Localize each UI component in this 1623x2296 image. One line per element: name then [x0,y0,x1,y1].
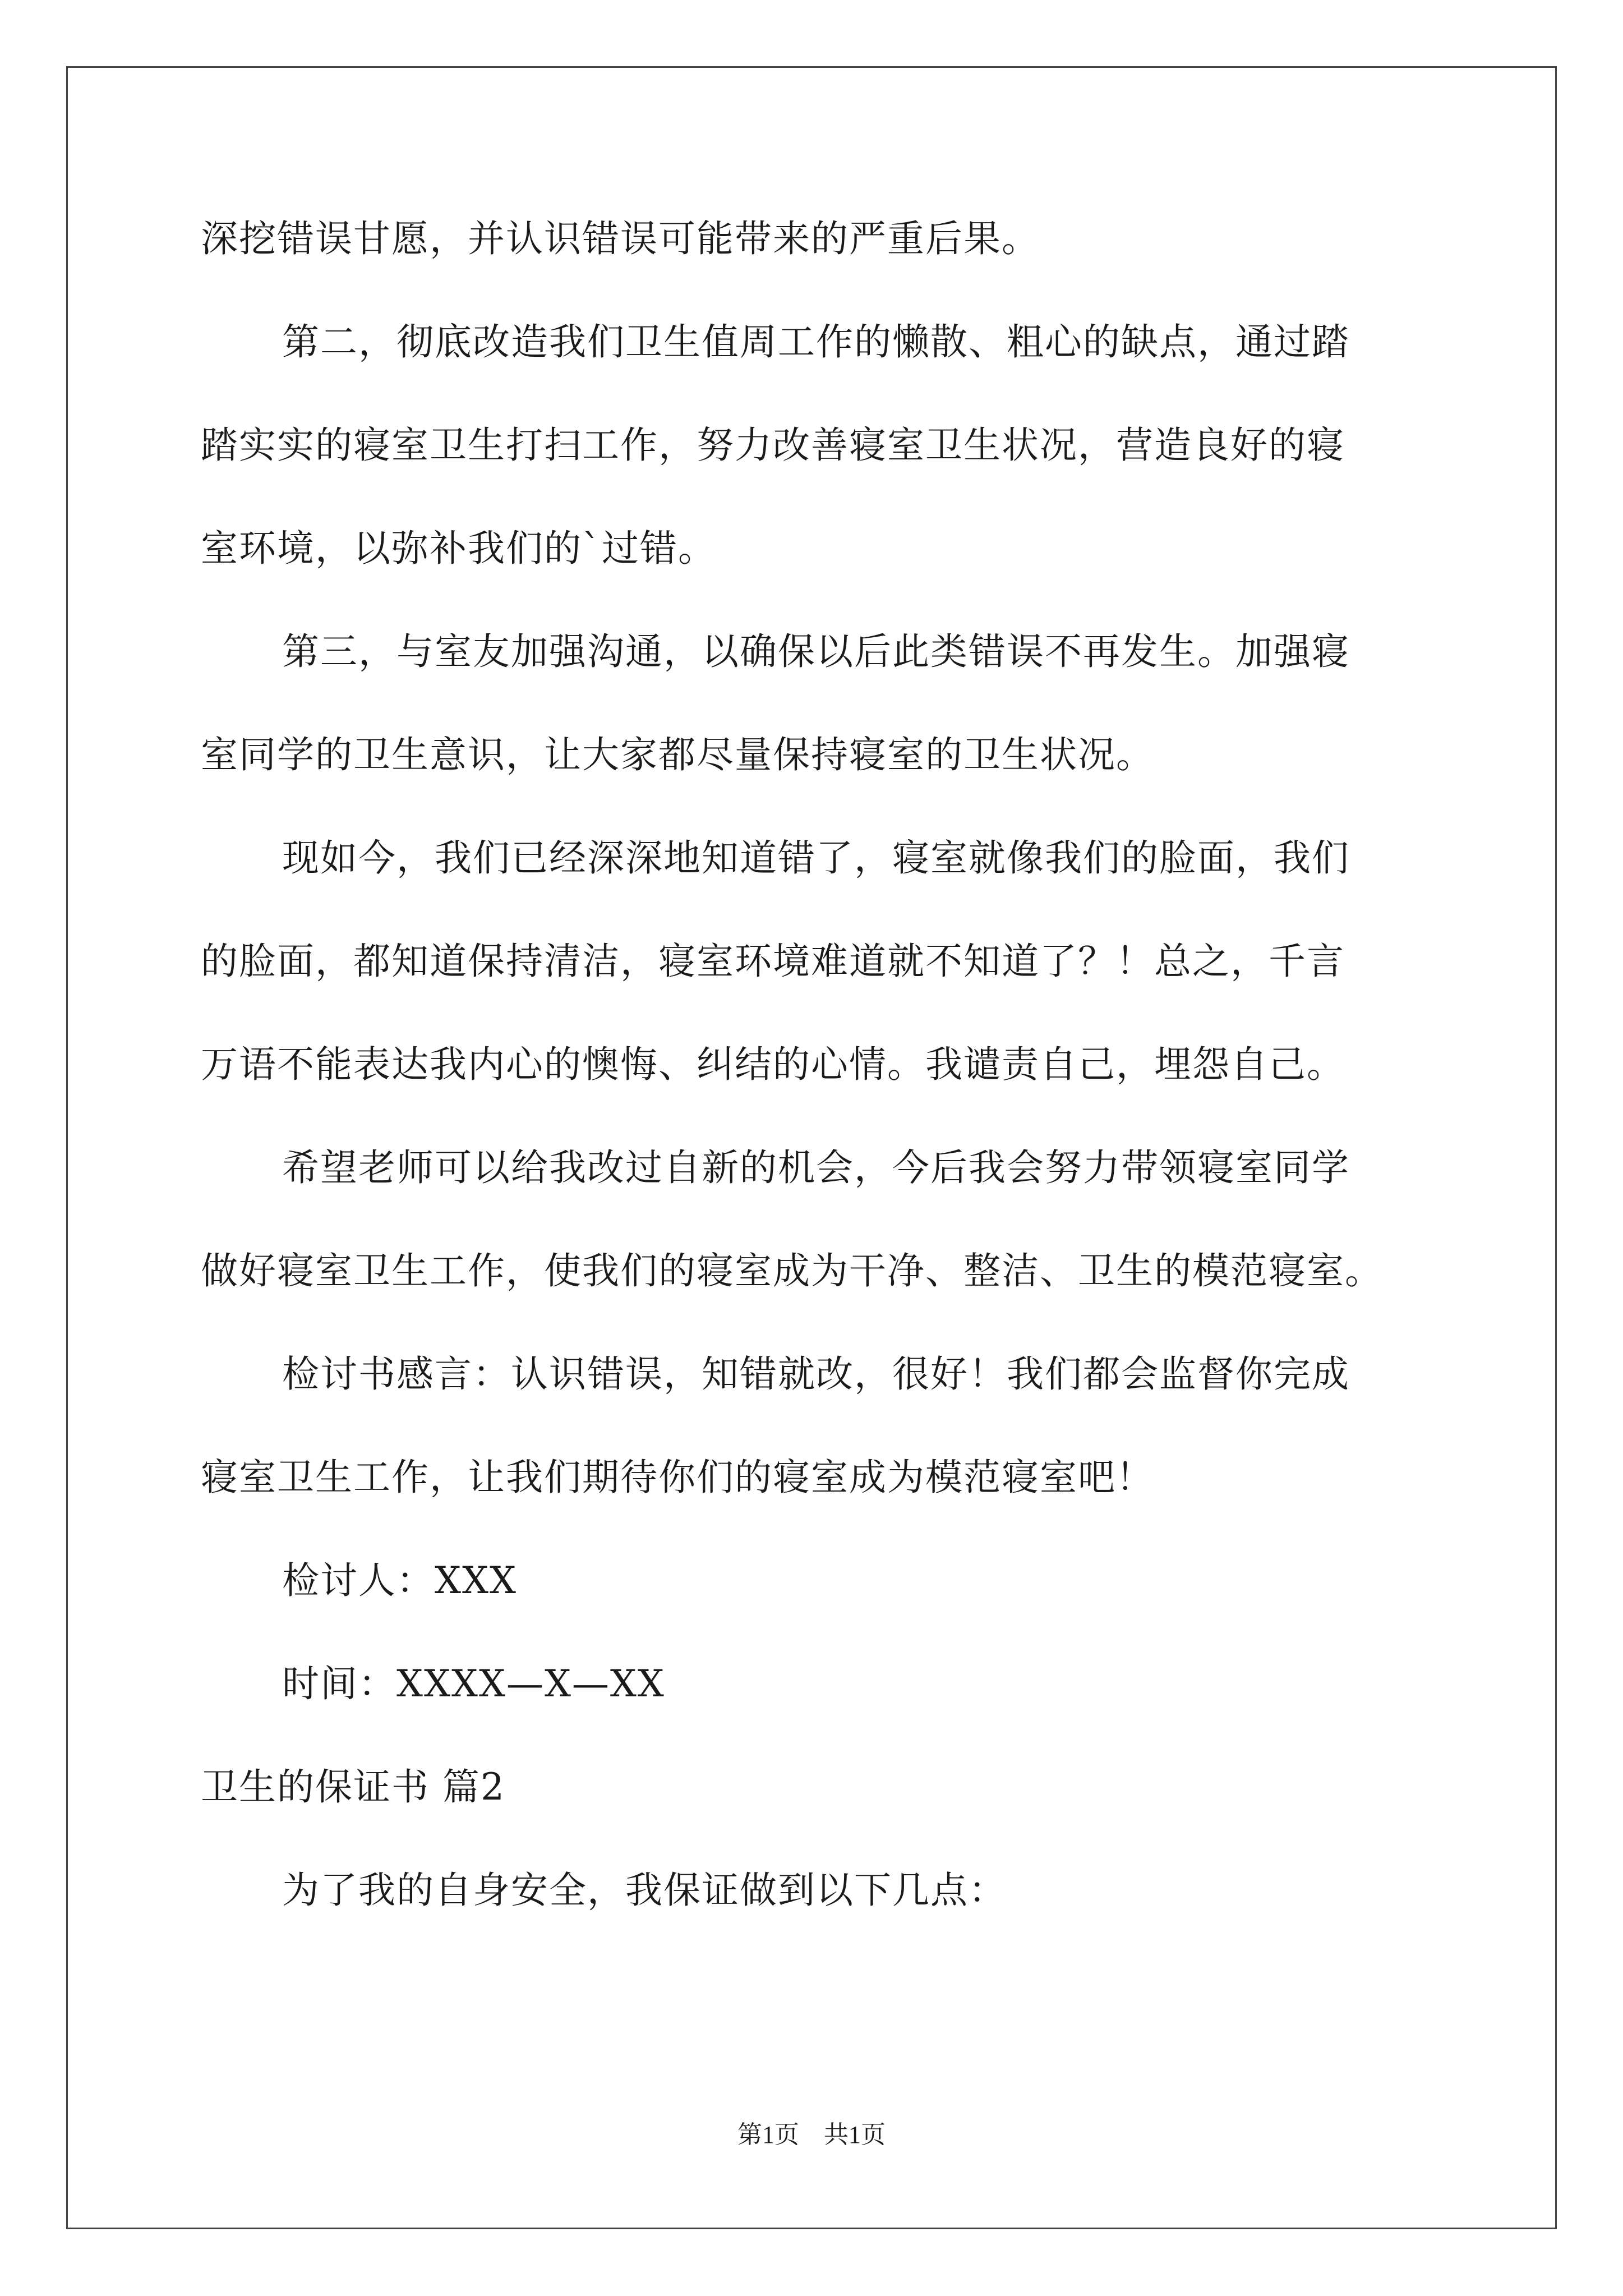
section-heading: 卫生的保证书 篇2 [201,1765,505,1809]
paragraph-start: 第二，彻底改造我们卫生值周工作的懒散、粗心的缺点，通过踏 [282,320,1350,364]
paragraph-start: 为了我的自身安全，我保证做到以下几点： [282,1869,1007,1912]
text-line: 室同学的卫生意识，让大家都尽量保持寝室的卫生状况。 [201,733,1154,776]
paragraph-start: 希望老师可以给我改过自新的机会，今后我会努力带领寝室同学 [282,1146,1350,1189]
paragraph-start: 现如今，我们已经深深地知道错了，寝室就像我们的脸面，我们 [282,836,1350,880]
text-line: 的脸面，都知道保持清洁，寝室环境难道就不知道了？！总之，千言 [201,940,1345,983]
page-number-footer: 第1页 共1页 [737,2121,886,2148]
text-line: 踏实实的寝室卫生打扫工作，努力改善寝室卫生状况，营造良好的寝 [201,424,1345,467]
signature-line: 检讨人：XXX [282,1559,517,1602]
text-line: 万语不能表达我内心的懊悔、纠结的心情。我谴责自己，埋怨自己。 [201,1043,1345,1086]
text-line: 深挖错误甘愿，并认识错误可能带来的严重后果。 [201,217,1040,260]
paragraph-start: 第三，与室友加强沟通，以确保以后此类错误不再发生。加强寝 [282,630,1350,673]
text-line: 寝室卫生工作，让我们期待你们的寝室成为模范寝室吧！ [201,1456,1154,1499]
text-line: 室环境，以弥补我们的`过错。 [201,527,716,570]
paragraph-start: 检讨书感言：认识错误，知错就改，很好！我们都会监督你完成 [282,1352,1350,1396]
text-line: 做好寝室卫生工作，使我们的寝室成为干净、整洁、卫生的模范寝室。 [201,1249,1383,1292]
date-line: 时间：XXXX—X—XX [282,1662,665,1705]
